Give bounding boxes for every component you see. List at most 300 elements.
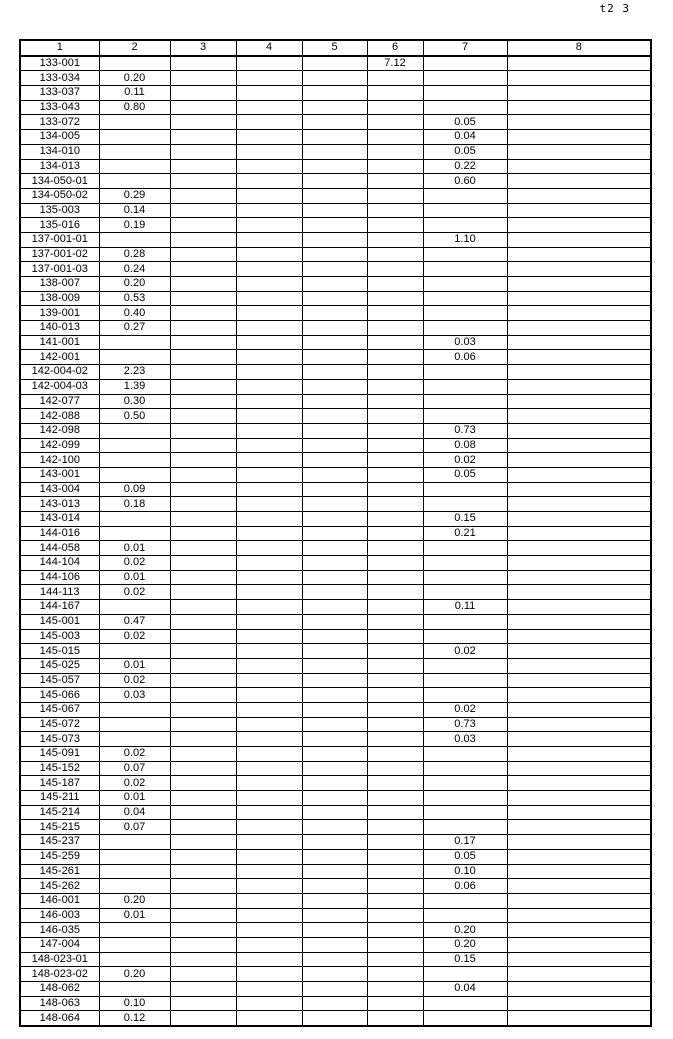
table-cell-col-4	[236, 71, 302, 86]
row-code-cell: 138-007	[20, 277, 99, 292]
row-code-cell: 143-001	[20, 467, 99, 482]
table-cell-col-3	[170, 423, 236, 438]
table-cell-col-3	[170, 805, 236, 820]
table-cell-col-7	[423, 614, 507, 629]
table-cell-col-3	[170, 159, 236, 174]
table-cell-col-6	[367, 218, 423, 233]
table-row	[20, 761, 651, 776]
table-row	[20, 174, 651, 189]
row-code-cell: 146-001	[20, 893, 99, 908]
table-cell-col-8	[507, 247, 651, 262]
table-cell-col-4	[236, 717, 302, 732]
table-cell-col-7: 0.60	[423, 174, 507, 189]
data-table	[19, 39, 652, 1027]
table-cell-col-5	[302, 335, 367, 350]
table-cell-col-2	[99, 600, 170, 615]
table-cell-col-8	[507, 673, 651, 688]
row-code-cell: 134-050-02	[20, 188, 99, 203]
table-cell-col-4	[236, 791, 302, 806]
table-cell-col-4	[236, 702, 302, 717]
table-cell-col-8	[507, 541, 651, 556]
table-cell-col-2: 0.10	[99, 996, 170, 1011]
table-cell-col-7	[423, 203, 507, 218]
table-cell-col-4	[236, 849, 302, 864]
table-row	[20, 923, 651, 938]
table-cell-col-6	[367, 438, 423, 453]
row-code-cell: 145-001	[20, 614, 99, 629]
table-cell-col-4	[236, 86, 302, 101]
table-row	[20, 438, 651, 453]
table-cell-col-5	[302, 306, 367, 321]
row-code-cell: 138-009	[20, 291, 99, 306]
table-cell-col-5	[302, 585, 367, 600]
table-cell-col-7: 0.05	[423, 467, 507, 482]
table-cell-col-6	[367, 820, 423, 835]
table-row	[20, 335, 651, 350]
table-cell-col-2	[99, 144, 170, 159]
table-cell-col-6	[367, 467, 423, 482]
table-cell-col-8	[507, 262, 651, 277]
column-header-4: 4	[236, 40, 302, 56]
table-cell-col-5	[302, 218, 367, 233]
table-cell-col-6	[367, 570, 423, 585]
table-cell-col-6	[367, 747, 423, 762]
table-row	[20, 262, 651, 277]
row-code-cell: 145-259	[20, 849, 99, 864]
table-cell-col-7: 0.15	[423, 952, 507, 967]
table-cell-col-4	[236, 423, 302, 438]
table-cell-col-4	[236, 776, 302, 791]
table-cell-col-2	[99, 732, 170, 747]
table-cell-col-6	[367, 100, 423, 115]
row-code-cell: 133-034	[20, 71, 99, 86]
table-cell-col-3	[170, 688, 236, 703]
table-row	[20, 188, 651, 203]
table-row	[20, 864, 651, 879]
table-cell-col-2	[99, 982, 170, 997]
table-cell-col-3	[170, 467, 236, 482]
table-cell-col-6	[367, 702, 423, 717]
table-cell-col-2	[99, 717, 170, 732]
table-cell-col-4	[236, 658, 302, 673]
table-cell-col-2: 0.30	[99, 394, 170, 409]
table-cell-col-7	[423, 306, 507, 321]
table-cell-col-3	[170, 71, 236, 86]
table-row	[20, 56, 651, 71]
table-row	[20, 277, 651, 292]
table-cell-col-2: 0.19	[99, 218, 170, 233]
table-cell-col-6	[367, 409, 423, 424]
table-cell-col-4	[236, 526, 302, 541]
table-cell-col-8	[507, 849, 651, 864]
table-cell-col-7	[423, 497, 507, 512]
table-cell-col-7	[423, 379, 507, 394]
table-row	[20, 747, 651, 762]
table-cell-col-3	[170, 644, 236, 659]
header-row	[20, 40, 651, 56]
table-cell-col-8	[507, 321, 651, 336]
table-cell-col-7	[423, 394, 507, 409]
table-cell-col-3	[170, 218, 236, 233]
row-code-cell: 145-215	[20, 820, 99, 835]
table-cell-col-7	[423, 71, 507, 86]
table-cell-col-2: 0.47	[99, 614, 170, 629]
table-cell-col-2	[99, 879, 170, 894]
table-cell-col-7: 0.21	[423, 526, 507, 541]
table-cell-col-5	[302, 438, 367, 453]
table-cell-col-8	[507, 306, 651, 321]
row-code-cell: 141-001	[20, 335, 99, 350]
table-cell-col-4	[236, 541, 302, 556]
table-cell-col-3	[170, 908, 236, 923]
table-cell-col-5	[302, 556, 367, 571]
table-cell-col-5	[302, 130, 367, 145]
table-cell-col-2: 0.03	[99, 688, 170, 703]
row-code-cell: 134-050-01	[20, 174, 99, 189]
table-cell-col-2: 0.12	[99, 1011, 170, 1026]
table-cell-col-2: 0.01	[99, 570, 170, 585]
table-cell-col-3	[170, 335, 236, 350]
table-cell-col-6	[367, 335, 423, 350]
table-cell-col-5	[302, 820, 367, 835]
table-cell-col-7	[423, 776, 507, 791]
table-row	[20, 232, 651, 247]
table-cell-col-3	[170, 394, 236, 409]
table-cell-col-4	[236, 438, 302, 453]
table-cell-col-6	[367, 423, 423, 438]
table-cell-col-8	[507, 717, 651, 732]
table-row	[20, 776, 651, 791]
table-cell-col-3	[170, 791, 236, 806]
table-cell-col-4	[236, 673, 302, 688]
table-cell-col-8	[507, 512, 651, 527]
table-cell-col-2: 0.20	[99, 893, 170, 908]
table-cell-col-6	[367, 130, 423, 145]
table-cell-col-7: 0.73	[423, 717, 507, 732]
table-cell-col-5	[302, 923, 367, 938]
row-code-cell: 144-104	[20, 556, 99, 571]
table-row	[20, 820, 651, 835]
table-cell-col-3	[170, 482, 236, 497]
table-row	[20, 497, 651, 512]
table-cell-col-6	[367, 644, 423, 659]
table-cell-col-5	[302, 453, 367, 468]
table-cell-col-4	[236, 585, 302, 600]
table-row	[20, 218, 651, 233]
table-cell-col-7: 0.03	[423, 732, 507, 747]
table-cell-col-8	[507, 526, 651, 541]
row-code-cell: 139-001	[20, 306, 99, 321]
table-cell-col-6	[367, 365, 423, 380]
row-code-cell: 145-211	[20, 791, 99, 806]
table-cell-col-6	[367, 482, 423, 497]
table-row	[20, 115, 651, 130]
table-row	[20, 967, 651, 982]
table-cell-col-5	[302, 747, 367, 762]
table-cell-col-4	[236, 805, 302, 820]
table-cell-col-4	[236, 365, 302, 380]
table-cell-col-3	[170, 306, 236, 321]
table-cell-col-3	[170, 982, 236, 997]
table-row	[20, 291, 651, 306]
table-cell-col-5	[302, 849, 367, 864]
table-cell-col-7	[423, 291, 507, 306]
table-cell-col-8	[507, 218, 651, 233]
table-row	[20, 908, 651, 923]
table-cell-col-3	[170, 629, 236, 644]
table-cell-col-8	[507, 188, 651, 203]
table-cell-col-2	[99, 350, 170, 365]
table-row	[20, 482, 651, 497]
table-cell-col-4	[236, 203, 302, 218]
table-cell-col-2	[99, 174, 170, 189]
table-cell-col-6	[367, 144, 423, 159]
column-header-8: 8	[507, 40, 651, 56]
table-cell-col-7: 0.20	[423, 923, 507, 938]
row-code-cell: 137-001-02	[20, 247, 99, 262]
row-code-cell: 133-001	[20, 56, 99, 71]
table-cell-col-8	[507, 379, 651, 394]
table-cell-col-7: 0.02	[423, 702, 507, 717]
table-cell-col-3	[170, 541, 236, 556]
table-cell-col-8	[507, 835, 651, 850]
table-cell-col-2	[99, 438, 170, 453]
table-cell-col-8	[507, 820, 651, 835]
table-cell-col-4	[236, 688, 302, 703]
table-row	[20, 791, 651, 806]
row-code-cell: 145-015	[20, 644, 99, 659]
row-code-cell: 145-187	[20, 776, 99, 791]
table-cell-col-6	[367, 717, 423, 732]
table-cell-col-2: 0.02	[99, 585, 170, 600]
table-cell-col-6	[367, 247, 423, 262]
table-row	[20, 644, 651, 659]
table-cell-col-3	[170, 864, 236, 879]
column-header-7: 7	[423, 40, 507, 56]
table-cell-col-8	[507, 864, 651, 879]
table-cell-col-2: 0.53	[99, 291, 170, 306]
table-cell-col-5	[302, 791, 367, 806]
table-cell-col-7	[423, 570, 507, 585]
table-cell-col-6	[367, 996, 423, 1011]
row-code-cell: 135-003	[20, 203, 99, 218]
table-cell-col-7: 0.06	[423, 350, 507, 365]
table-cell-col-8	[507, 497, 651, 512]
table-cell-col-4	[236, 512, 302, 527]
column-header-6: 6	[367, 40, 423, 56]
table-cell-col-4	[236, 614, 302, 629]
table-cell-col-2: 0.28	[99, 247, 170, 262]
table-cell-col-4	[236, 600, 302, 615]
table-cell-col-3	[170, 130, 236, 145]
table-row	[20, 409, 651, 424]
table-cell-col-7: 0.06	[423, 879, 507, 894]
table-cell-col-3	[170, 658, 236, 673]
table-cell-col-6	[367, 732, 423, 747]
table-cell-col-2: 0.02	[99, 629, 170, 644]
table-row	[20, 702, 651, 717]
table-cell-col-5	[302, 277, 367, 292]
table-cell-col-4	[236, 115, 302, 130]
table-cell-col-3	[170, 717, 236, 732]
table-cell-col-6	[367, 115, 423, 130]
table-cell-col-2: 0.20	[99, 71, 170, 86]
table-cell-col-5	[302, 232, 367, 247]
table-cell-col-6	[367, 864, 423, 879]
table-row	[20, 321, 651, 336]
table-cell-col-3	[170, 188, 236, 203]
table-cell-col-5	[302, 688, 367, 703]
table-cell-col-5	[302, 908, 367, 923]
table-cell-col-3	[170, 923, 236, 938]
table-cell-col-2: 0.20	[99, 967, 170, 982]
table-cell-col-3	[170, 996, 236, 1011]
table-cell-col-2	[99, 835, 170, 850]
table-cell-col-3	[170, 879, 236, 894]
table-cell-col-8	[507, 115, 651, 130]
table-cell-col-5	[302, 365, 367, 380]
table-cell-col-4	[236, 409, 302, 424]
table-cell-col-4	[236, 893, 302, 908]
table-cell-col-4	[236, 218, 302, 233]
table-cell-col-8	[507, 409, 651, 424]
table-row	[20, 159, 651, 174]
table-cell-col-7: 0.03	[423, 335, 507, 350]
table-cell-col-4	[236, 952, 302, 967]
table-cell-col-8	[507, 277, 651, 292]
table-cell-col-8	[507, 232, 651, 247]
row-code-cell: 143-013	[20, 497, 99, 512]
table-cell-col-5	[302, 526, 367, 541]
table-cell-col-8	[507, 982, 651, 997]
row-code-cell: 142-098	[20, 423, 99, 438]
table-cell-col-7: 1.10	[423, 232, 507, 247]
table-cell-col-2	[99, 937, 170, 952]
table-cell-col-8	[507, 893, 651, 908]
table-cell-col-6	[367, 585, 423, 600]
table-row	[20, 658, 651, 673]
table-cell-col-6	[367, 174, 423, 189]
row-code-cell: 142-001	[20, 350, 99, 365]
table-cell-col-7	[423, 996, 507, 1011]
table-cell-col-3	[170, 321, 236, 336]
table-cell-col-7	[423, 820, 507, 835]
table-cell-col-3	[170, 570, 236, 585]
table-cell-col-6	[367, 86, 423, 101]
table-cell-col-5	[302, 673, 367, 688]
table-cell-col-5	[302, 835, 367, 850]
table-row	[20, 600, 651, 615]
table-cell-col-6	[367, 159, 423, 174]
table-cell-col-6	[367, 262, 423, 277]
table-cell-col-5	[302, 497, 367, 512]
table-cell-col-4	[236, 864, 302, 879]
table-cell-col-5	[302, 541, 367, 556]
table-cell-col-8	[507, 86, 651, 101]
table-cell-col-5	[302, 350, 367, 365]
table-cell-col-2: 1.39	[99, 379, 170, 394]
table-cell-col-5	[302, 893, 367, 908]
table-cell-col-5	[302, 71, 367, 86]
table-cell-col-5	[302, 174, 367, 189]
table-cell-col-5	[302, 262, 367, 277]
row-code-cell: 145-067	[20, 702, 99, 717]
table-cell-col-7: 0.04	[423, 982, 507, 997]
row-code-cell: 146-003	[20, 908, 99, 923]
table-cell-col-6	[367, 879, 423, 894]
table-cell-col-7	[423, 188, 507, 203]
table-cell-col-4	[236, 908, 302, 923]
table-cell-col-5	[302, 423, 367, 438]
table-cell-col-3	[170, 144, 236, 159]
table-cell-col-2: 0.27	[99, 321, 170, 336]
table-cell-col-5	[302, 203, 367, 218]
table-cell-col-7: 0.20	[423, 937, 507, 952]
table-cell-col-6	[367, 71, 423, 86]
table-cell-col-7	[423, 365, 507, 380]
table-row	[20, 203, 651, 218]
table-cell-col-6	[367, 394, 423, 409]
table-cell-col-2	[99, 130, 170, 145]
table-row	[20, 541, 651, 556]
table-cell-col-6	[367, 321, 423, 336]
table-cell-col-8	[507, 291, 651, 306]
table-row	[20, 350, 651, 365]
table-cell-col-7	[423, 409, 507, 424]
table-cell-col-7: 0.04	[423, 130, 507, 145]
table-cell-col-4	[236, 570, 302, 585]
row-code-cell: 134-005	[20, 130, 99, 145]
table-cell-col-6	[367, 556, 423, 571]
table-cell-col-2	[99, 644, 170, 659]
table-cell-col-3	[170, 776, 236, 791]
table-cell-col-4	[236, 321, 302, 336]
table-cell-col-8	[507, 761, 651, 776]
row-code-cell: 134-010	[20, 144, 99, 159]
table-cell-col-5	[302, 394, 367, 409]
table-cell-col-5	[302, 570, 367, 585]
table-row	[20, 688, 651, 703]
table-cell-col-6	[367, 791, 423, 806]
row-code-cell: 148-062	[20, 982, 99, 997]
table-cell-col-7	[423, 247, 507, 262]
table-cell-col-4	[236, 394, 302, 409]
table-cell-col-8	[507, 805, 651, 820]
table-cell-col-3	[170, 409, 236, 424]
table-cell-col-3	[170, 835, 236, 850]
table-cell-col-6	[367, 673, 423, 688]
table-cell-col-7	[423, 805, 507, 820]
row-code-cell: 145-066	[20, 688, 99, 703]
table-cell-col-5	[302, 1011, 367, 1026]
row-code-cell: 148-023-01	[20, 952, 99, 967]
table-cell-col-5	[302, 761, 367, 776]
table-cell-col-3	[170, 526, 236, 541]
table-cell-col-2: 0.29	[99, 188, 170, 203]
table-cell-col-4	[236, 247, 302, 262]
table-cell-col-6	[367, 614, 423, 629]
table-cell-col-5	[302, 115, 367, 130]
table-cell-col-3	[170, 291, 236, 306]
table-cell-col-8	[507, 203, 651, 218]
row-code-cell: 142-004-03	[20, 379, 99, 394]
table-cell-col-2: 0.02	[99, 747, 170, 762]
table-cell-col-7: 0.02	[423, 453, 507, 468]
table-cell-col-7	[423, 541, 507, 556]
table-row	[20, 556, 651, 571]
table-row	[20, 585, 651, 600]
table-cell-col-8	[507, 1011, 651, 1026]
